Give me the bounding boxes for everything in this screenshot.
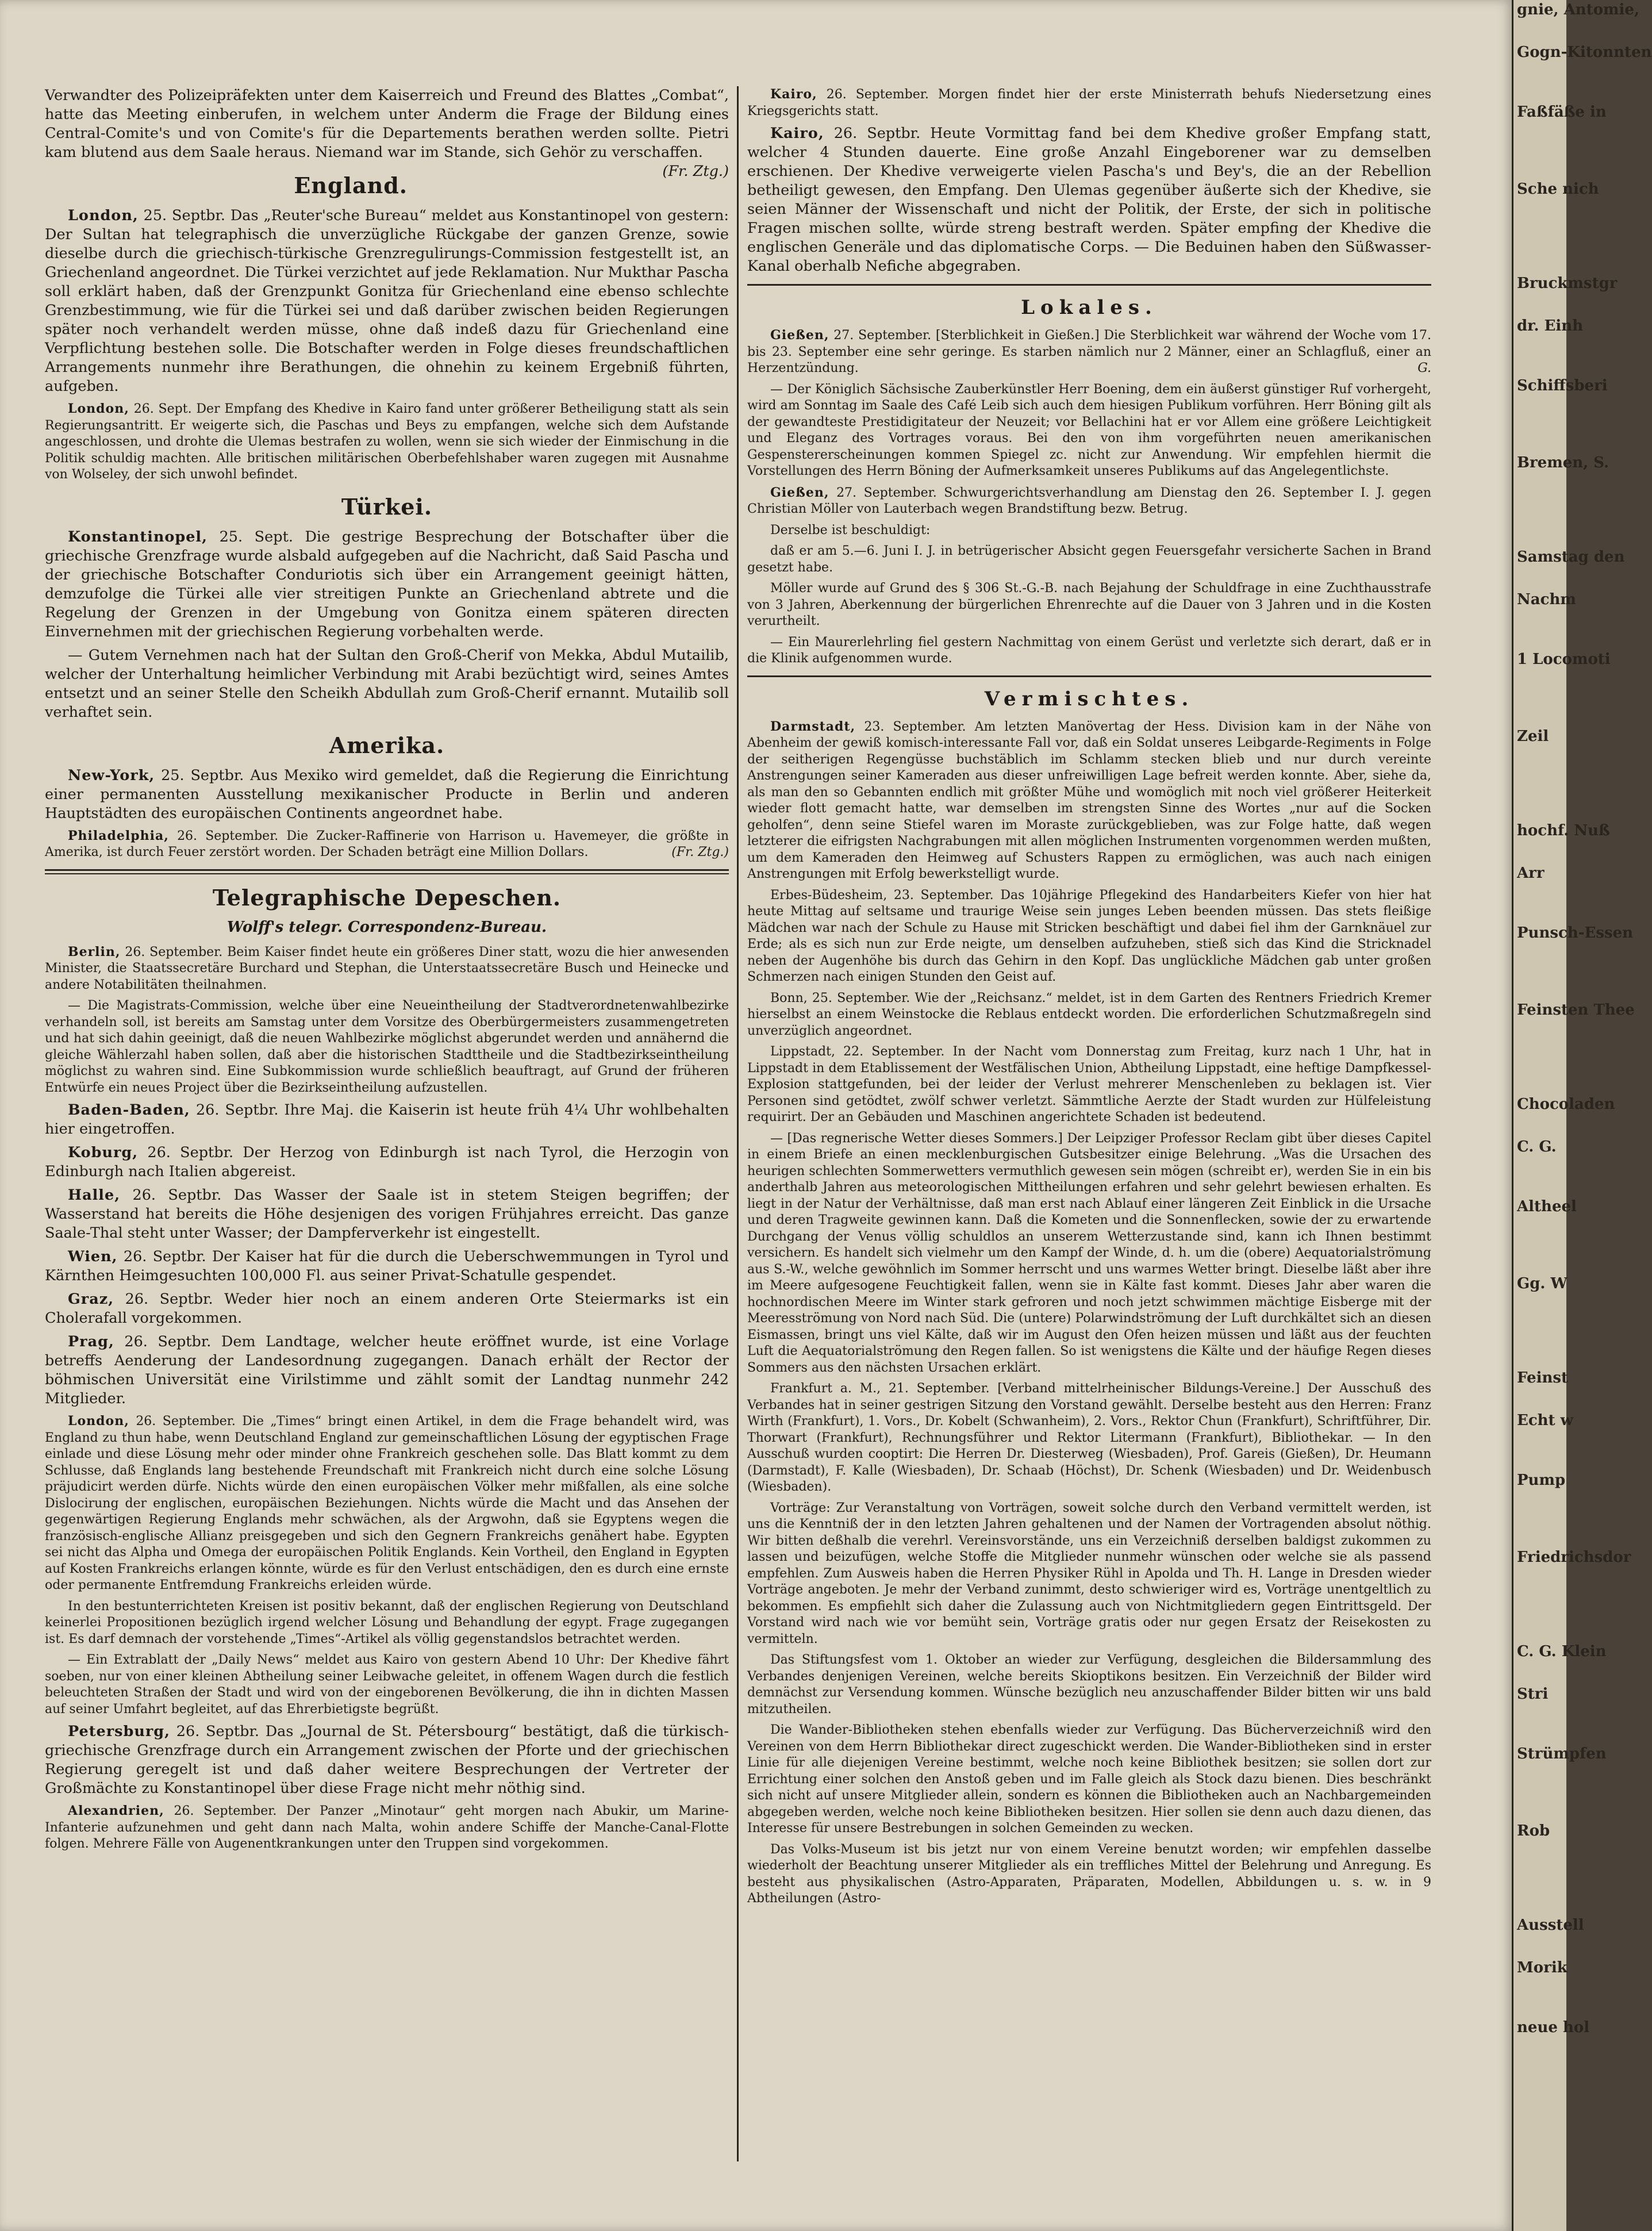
- article-berlin-magistrat: — Die Magistrats-Commission, welche über eine Neueintheilung der Stadtverordnetenwahlbezirke verhandeln soll, ist bereits am Samstag unter dem Vorsitze des Oberbürgermeisters zusammengetreten und hat sich dahin geeinigt, daß die neuen Wahlbezirke möglichst abgerundet werden und annähernd die gleiche Wählerzahl haben sollen, daß aber die historischen Stadttheile und die Stadtbezirkseintheilung möglichst zu wahren sind. Eine Subkommission wurde schließlich beauftragt, auf Grund der früheren Entwürfe ein neues Project über die Bezirkseintheilung aufzustellen.: [45, 999, 729, 1095]
- adjacent-page-fragment: Echt w: [1517, 1412, 1573, 1429]
- adjacent-page-fragment: Feinst: [1517, 1369, 1569, 1387]
- adjacent-page-fragment: dr. Einh: [1517, 317, 1584, 335]
- adjacent-page-fragment: Bremen, S.: [1517, 454, 1609, 471]
- article-mekka: — Gutem Vernehmen nach hat der Sultan den Groß-Cherif von Mekka, Abdul Mutailib, welcher der Unterhaltung heimlicher Verbindung mit Arabi bezüchtigt wird, seines Amtes entsetzt und an seiner Stelle den Scheikh Abdullah zum Groß-Cherif ernannt. Mutailib soll verhaftet sein.: [45, 646, 729, 721]
- adjacent-page-fragment: Punsch-Essen: [1517, 924, 1634, 942]
- article-graz: Graz, 26. Septbr. Weder hier noch an einem anderen Orte Steiermarks ist ein Cholerafall vorgekommen.: [45, 1291, 729, 1327]
- article-london-times: London, 26. September. Die „Times“ bringt einen Artikel, in dem die Frage behandelt wird, was England zu thun habe, wenn Deutschland England zur gemeinschaftlichen Lösung der egyptischen Frage einlade und diese Lösung mehr oder minder ohne Frankreich geschehen solle. Das Blatt kommt zu dem Schlusse, daß Englands lang bestehende Freundschaft mit Frankreich nicht durch eine solche Lösung präjudicirt werden dürfe. Nichts würde den einen europäischen Völker mehr mißfallen, als eine solche Dislocirung der englischen, europäischen Beziehungen. Nichts würde die Macht und das Ansehen der gegenwärtigen Regierung Englands mehr schwächen, als der Argwohn, daß sie Egyptens wegen die französisch-englische Allianz preisgegeben und sich den Gegnern Frankreichs genähert habe. Egypten sei nicht das Alpha und Omega der europäischen Politik Englands. Kein Vortheil, den England in Egypten auf Kosten Frankreichs erlangen könnte, würde es für den Verlust entschädigen, den es durch eine ernste oder permanente Entfremdung Frankreichs erleiden würde.: [45, 1414, 729, 1592]
- adjacent-page-fragment: Feinsten Thee: [1517, 1001, 1635, 1019]
- adjacent-page-fragment: Strümpfen: [1517, 1745, 1607, 1762]
- section-heading-amerika: Amerika.: [329, 732, 445, 758]
- article-volks-museum: Das Volks-Museum ist bis jetzt nur von einem Vereine benutzt worden; wir empfehlen dasselbe wiederholt der Beachtung unserer Mitglieder als ein treffliches Mittel der Belehrung und Anregung. Es besteht aus physikalischen (Astro-Apparaten, Präparaten, Modellen, Abbildungen u. s. w. in 9 Abtheilungen (Astro-: [747, 1842, 1431, 1906]
- article-london-2: London, 26. Sept. Der Empfang des Khedive in Kairo fand unter größerer Betheiligung statt als sein Regierungsantritt. Er weigerte sich, die Paschas und Beys zu empfangen, welche sich dem Aufstande angeschlossen, und drohte die Ulemas bestrafen zu wollen, wenn sie sich wieder der Einmischung in die Politik schuldig machten. Alle britischen militärischen Oberbefehlshaber waren zugegen mit Ausnahme von Wolseley, der sich unwohl befindet.: [45, 401, 729, 482]
- article-london-times-2: In den bestunterrichteten Kreisen ist positiv bekannt, daß der englischen Regierung von Deutschland keinerlei Propositionen bezüglich irgend welcher Lösung und Behandlung der egypt. Frage zugegangen ist. Es darf demnach der vorstehende „Times“-Artikel als völlig gegenstandslos betrachtet werden.: [45, 1599, 729, 1646]
- article-lippstadt: Lippstadt, 22. September. In der Nacht vom Donnerstag zum Freitag, kurz nach 1 Uhr, hat in Lippstadt in dem Etablissement der Westfälischen Union, Abtheilung Lippstadt, eine heftige Dampfkessel-Explosion stattgefunden, bei der leider der Verlust mehrerer Menschenleben zu beklagen ist. Vier Personen sind getödtet, zwölf schwer verletzt. Sämmtliche Aerzte der Stadt wurden zur Hülfeleistung requirirt. Der an Gebäuden und Maschinen angerichtete Schaden ist bedeutend.: [747, 1045, 1431, 1124]
- article-giessen-zauberkuenstler: — Der Königlich Sächsische Zauberkünstler Herr Boening, dem ein äußerst günstiger Ruf vorhergeht, wird am Sonntag im Saale des Café Leib sich auch dem hiesigen Publikum vorführen. Herr Böning gilt als der gewandteste Prestidigitateur der Neuzeit; vor Bellachini hat er vor Allem eine größere Leichtigkeit und Eleganz des Vortrages voraus. Bei den von ihm vorgeführten neuen amerikanischen Gespenstererscheinungen kommen Spiegel zc. nicht zur Anwendung. Wir empfehlen hiermit die Vorstellungen des Herrn Böning der Aufmerksamkeit unseres Publikums auf das Angelegentlichste.: [747, 382, 1431, 478]
- adjacent-page-fragment: Chocoladen: [1517, 1096, 1615, 1113]
- article-koburg: Koburg, 26. Septbr. Der Herzog von Edinburgh ist nach Tyrol, die Herzogin von Edinburgh nach Italien abgereist.: [45, 1144, 729, 1180]
- adjacent-page-fragment: Gogn-Kitonnten: [1517, 44, 1652, 61]
- article-wander-bibliotheken: Die Wander-Bibliotheken stehen ebenfalls wieder zur Verfügung. Das Bücherverzeichniß wird den Vereinen von dem Herrn Bibliothekar direct zugeschickt werden. Die Wander-Bibliotheken sind in erster Linie für alle diejenigen Vereine bestimmt, welche noch keine Bibliothek besitzen; sie sollen dort zur Errichtung einer solchen den Anstoß geben und im Falle gleich als Stock dazu bienen. Dies beschränkt sich nicht auf unsere Mitglieder allein, sondern es können die Bibliotheken auch an Nachbargemeinden abgegeben werden, welche noch keine Bibliotheken besitzen. Hier sollen sie denn auch dazu dienen, das Interesse für unsere Bestrebungen in solchen Gemeinden zu wecken.: [747, 1723, 1431, 1836]
- adjacent-page-fragment: Altheel: [1517, 1198, 1577, 1215]
- article-bonn: Bonn, 25. September. Wie der „Reichsanz.“ meldet, ist in dem Garten des Rentners Friedrich Kremer hierselbst an einem Weinstocke die Reblaus entdeckt worden. Die erforderlichen Schutzmaßregeln sind unverzüglich angeordnet.: [747, 990, 1431, 1038]
- adjacent-page-fragment: Stri: [1517, 1685, 1549, 1703]
- section-heading-vermischtes: Vermischtes.: [984, 687, 1194, 711]
- article-frankfurt: Frankfurt a. M., 21. September. [Verband mittelrheinischer Bildungs-Vereine.] Der Ausschuß des Verbandes hat in seiner gestrigen Sitzung den Vorstand gewählt. Derselbe besteht aus den Herren: Franz Wirth (Frankfurt), 1. Vors., Dr. Kobelt (Schwanheim), 2. Vors., Rektor Chun (Frankfurt), Schriftführer, Dir. Thorwart (Frankfurt), Rechnungsführer und Rektor Litermann (Frankfurt), Bibliothekar. — In den Ausschuß wurden cooptirt: Die Herren Dr. Diesterweg (Wiesbaden), Prof. Gareis (Gießen), Dr. Heumann (Darmstadt), F. Kalle (Wiesbaden), Dr. Schaab (Höchst), Dr. Schenk (Wiesbaden) und Dr. Weidenbusch (Wiesbaden).: [747, 1381, 1431, 1494]
- adjacent-page-fragment: Pump: [1517, 1472, 1566, 1489]
- divider: [747, 284, 1431, 286]
- section-heading-telegraphische-depeschen: Telegraphische Depeschen.: [212, 884, 562, 911]
- adjacent-page-fragment: Arr: [1517, 865, 1545, 882]
- adjacent-page-fragment: neue hol: [1517, 2019, 1590, 2036]
- adjacent-page-fragment: Faßfäße in: [1517, 103, 1607, 121]
- divider: [45, 869, 729, 874]
- adjacent-page-fragment: Bruckmstgr: [1517, 275, 1618, 292]
- adjacent-page-fragment: Schiffsberi: [1517, 377, 1608, 394]
- adjacent-page-fragment: Gg. W: [1517, 1275, 1568, 1292]
- article-giessen-urteil: Möller wurde auf Grund des § 306 St.-G.-B. nach Bejahung der Schuldfrage in eine Zuchthausstrafe von 3 Jahren, Aberkennung der bürgerlichen Ehrenrechte auf die Dauer von 3 Jahren und in die Kosten verurtheilt.: [747, 581, 1431, 628]
- article-kairo-2: Kairo, 26. Septbr. Heute Vormittag fand bei dem Khedive großer Empfang statt, welcher 4 Stunden dauerte. Eine große Anzahl Eingeborener war zu demselben erschienen. Der Khedive verweigerte vielen Pascha's und Bey's, die an der Rebellion betheiligt gewesen, den Empfang. Den Ulemas gegenüber äußerte sich der Khedive, sie seien Männer der Wissenschaft und nicht der Politik, der Erste, der sich in politische Fragen mischen sollte, würde streng bestraft werden. Später empfing der Khedive die englischen Generäle und das diplomatische Corps. — Die Beduinen haben den Süßwasser-Kanal oberhalb Nefiche abgegraben.: [747, 125, 1431, 275]
- adjacent-page-fragment: hochf. Nuß: [1517, 822, 1610, 839]
- article-konstantinopel: Konstantinopel, 25. Sept. Die gestrige Besprechung der Botschafter über die griechische Grenzfrage wurde alsbald aufgegeben auf die Nachricht, daß Said Pascha und der griechische Botschafter Conduriotis sich über ein Arrangement geeinigt hätten, demzufolge die Türkei alle vier streitigen Punkte an Griechenland abtrete und die Regelung der Grenzen in der Umgebung von Gonitza einem späteren directen Einvernehmen mit der griechischen Regierung vorbehalten werde.: [45, 528, 729, 640]
- article-philadelphia: Philadelphia, 26. September. Die Zucker-Raffinerie von Harrison u. Havemeyer, die größte in Amerika, ist durch Feuer zerstört worden. Der Schaden beträgt eine Million Dollars. (Fr. Ztg.): [45, 828, 729, 859]
- article-kairo-1: Kairo, 26. September. Morgen findet hier der erste Ministerrath behufs Niedersetzung eines Kriegsgerichts statt.: [747, 87, 1431, 118]
- article-giessen-schwurgericht: Gießen, 27. September. Schwurgerichtsverhandlung am Dienstag den 26. September I. J. gegen Christian Möller von Lauterbach wegen Brandstiftung bezw. Betrug.: [747, 485, 1431, 516]
- article-giessen-beschuldigt: Derselbe ist beschuldigt:: [770, 523, 931, 537]
- intro-paragraph: Verwandter des Polizeipräfekten unter dem Kaiserreich und Freund des Blattes „Combat“, hatte das Meeting einberufen, in welchem unter Anderm die Frage der Bildung eines Central-Comite's und von Comite's für die Departements berathen werden sollte. Pietri kam blutend aus dem Saale heraus. Niemand war im Stande, sich Gehör zu verschaffen. (Fr. Ztg.): [45, 87, 729, 180]
- left-column: [45, 86, 729, 1857]
- divider: [747, 675, 1431, 677]
- adjacent-page-fragment: Ausstell: [1517, 1917, 1584, 1934]
- article-petersburg: Petersburg, 26. Septbr. Das „Journal de St. Pétersbourg“ bestätigt, daß die türkisch-griechische Grenzfrage durch ein Arrangement zwischen der Pforte und der griechischen Regierung geregelt ist und daß daher weitere Besprechungen der Vertreter der Großmächte zu Konstantinopel über diese Frage nicht mehr nöthig sind.: [45, 1723, 729, 1797]
- section-subheading-wolff: Wolff's telegr. Correspondenz-Bureau.: [226, 918, 547, 936]
- adjacent-page-fragment: gnie, Antomie,: [1517, 1, 1640, 18]
- section-heading-lokales: Lokales.: [1021, 296, 1158, 319]
- adjacent-page-fragment: Nachm: [1517, 591, 1576, 608]
- article-giessen-anklage: daß er am 5.—6. Juni I. J. in betrügerischer Absicht gegen Feuersgefahr versicherte Sachen in Brand gesetzt habe.: [747, 544, 1431, 575]
- article-berlin: Berlin, 26. September. Beim Kaiser findet heute ein größeres Diner statt, wozu die hier anwesenden Minister, die Staatssecretäre Burchard und Stephan, die Unterstaatssecretäre Busch und Heinecke und andere Notabilitäten theilnahmen.: [45, 944, 729, 992]
- article-erbes-buedesheim: Erbes-Büdesheim, 23. September. Das 10jährige Pflegekind des Handarbeiters Kiefer von hier hat heute Mittag auf seltsame und traurige Weise sein junges Leben beenden müssen. Das stets fleißige Mädchen war nach der Schule zu Hause mit Stricken beschäftigt und dabei fiel ihm der Garnknäuel zur Erde; als es sich nun zur Erde neigte, um denselben aufzuheben, stieß sich das Kind die Stricknadel neben der Augenhöhe bis durch das Gehirn in den Kopf. Das unglückliche Mädchen gab unter großen Schmerzen nach einigen Stunden den Geist auf.: [747, 888, 1431, 984]
- article-alexandrien: Alexandrien, 26. September. Der Panzer „Minotaur“ geht morgen nach Abukir, um Marine-Infanterie aufzunehmen und geht dann nach Malta, wohin andere Schiffe der Manche-Canal-Flotte folgen. Mehrere Fälle von Augenentkrankungen unter den Truppen sind vorgekommen.: [45, 1803, 729, 1851]
- adjacent-page-fragment: Rob: [1517, 1822, 1550, 1840]
- adjacent-page-fragment: Sche nich: [1517, 181, 1599, 198]
- column-divider: [737, 86, 739, 2161]
- article-bildersammlung: Das Stiftungsfest vom 1. Oktober an wieder zur Verfügung, desgleichen die Bildersammlung des Verbandes denjenigen Vereinen, welche bereits Skioptikons besitzen. Ein Verzeichniß der Bilder wird demnächst zur Versendung kommen. Wünsche bezüglich neu anzuschaffender Bilder bitten wir uns bald mitzutheilen.: [747, 1653, 1431, 1717]
- section-heading-turkei: Türkei.: [341, 493, 433, 520]
- article-darmstadt: Darmstadt, 23. September. Am letzten Manövertag der Hess. Division kam in der Nähe von Abenheim der gewiß komisch-interessante Fall vor, daß ein Soldat unseres Leibgarde-Regiments in Folge der seitherigen Regengüsse buchstäblich im Schlamm stecken blieb und nur durch vereinte Anstrengungen seiner Kameraden aus dieser unfreiwilligen Lage befreit werden konnte. Aber, siehe da, als man den so Gebannten endlich mit größter Mühe und womöglich mit noch viel größerer Heiterkeit wieder flott gemacht hatte, war demselben im strengsten Sinne des Wortes „nur auf die Socken geholfen“, denn seine Stiefel waren im Moraste zurückgeblieben, was zur Folge hatte, daß wegen letzterer die eifrigsten Nachgrabungen mit allen möglichen Instrumenten vorgenommen werden mußten, um dem Kameraden den Heimweg auf Schusters Rappen zu ermöglichen, was auch nach einigen Anstrengungen mit Erfolg bewerkstelligt wurde.: [747, 719, 1431, 881]
- article-daily-news: — Ein Extrablatt der „Daily News“ meldet aus Kairo von gestern Abend 10 Uhr: Der Khedive fährt soeben, nur von einer kleinen Abtheilung seiner Leibwache geleitet, in offenem Wagen durch die festlich beleuchteten Straßen der Stadt und wird von der eingeborenen Bevölkerung, die ihn in dichten Massen auf seiner Umfahrt begleitet, auf das Ehrerbietigste begrüßt.: [45, 1653, 729, 1717]
- article-prag: Prag, 26. Septbr. Dem Landtage, welcher heute eröffnet wurde, ist eine Vorlage betreffs Aenderung der Landesordnung zugegangen. Danach erhält der Rector der böhmischen Universität eine Virilstimme und zählt somit der Landtag nunmehr 242 Mitglieder.: [45, 1333, 729, 1407]
- adjacent-page-fragment: 1 Locomoti: [1517, 651, 1611, 668]
- adjacent-page-fragment: C. G. Klein: [1517, 1643, 1607, 1660]
- section-heading-england: England.: [294, 172, 408, 198]
- adjacent-page-fragment: Zeil: [1517, 728, 1549, 745]
- article-giessen-1: Gießen, 27. September. [Sterblichkeit in Gießen.] Die Sterblichkeit war während der Woche vom 17. bis 23. September eine sehr geringe. Es starben nämlich nur 2 Männer, einer an Schlagfluß, einer an Herzentzündung. G.: [747, 328, 1431, 375]
- adjacent-page-fragment: Friedrichsdor: [1517, 1549, 1631, 1566]
- article-halle: Halle, 26. Septbr. Das Wasser der Saale ist in stetem Steigen begriffen; der Wasserstand hat bereits die Höhe desjenigen des vorigen Frühjahres erreicht. Das ganze Saale-Thal steht unter Wasser; der Dampferverkehr ist eingestellt.: [45, 1186, 729, 1242]
- article-vortraege: Vorträge: Zur Veranstaltung von Vorträgen, soweit solche durch den Verband vermittelt werden, ist uns die Kenntniß der in den letzten Jahren gehaltenen und der Namen der Vortragenden absolut nöthig. Wir bitten deßhalb die verehrl. Vereinsvorstände, uns ein Verzeichniß derselben baldigst zukommen zu lassen und beizufügen, welche Stoffe die Mitglieder nunmehr wünschen oder welche sie als passend empfehlen. Zum Ausweis haben die Herren Physiker Rühl in Apolda und Th. H. Lange in Dresden wieder Vorträge angeboten. Je mehr der Verband zunimmt, desto schwieriger wird es, Vorträge unentgeltlich zu bekommen. Es empfiehlt sich daher die Zulassung auch von Nichtmitgliedern gegen Eintrittsgeld. Der Vorstand wird nach wie vor bemüht sein, Vorträge gratis oder nur gegen Ersatz der Reisekosten zu vermitteln.: [747, 1500, 1431, 1646]
- article-baden-baden: Baden-Baden, 26. Septbr. Ihre Maj. die Kaiserin ist heute früh 4¼ Uhr wohlbehalten hier eingetroffen.: [45, 1101, 729, 1138]
- article-new-york: New-York, 25. Septbr. Aus Mexiko wird gemeldet, daß die Regierung die Einrichtung einer permanenten Ausstellung mexikanischer Producte in Berlin und anderen Hauptstädten des europäischen Continents angeordnet habe.: [45, 766, 729, 822]
- adjacent-page-fragment: Morik: [1517, 1959, 1568, 1976]
- article-london-1: London, 25. Septbr. Das „Reuter'sche Bureau“ meldet aus Konstantinopel von gestern: Der Sultan hat telegraphisch die unverzügliche Rückgabe der ganzen Grenze, sowie dieselbe durch die griechisch-türkische Grenzregulirungs-Commission festgestellt ist, an Griechenland angeordnet. Die Türkei verzichtet auf jede Reklamation. Nur Mukthar Pascha soll erklärt haben, daß der Grenzpunkt Gonitza für Griechenland eine ebenso schlechte Grenzbestimmung, wie für die Türkei sei und daß darüber zwischen beiden Regierungen später noch verhandelt werden müsse, ohne daß indeß dazu für Griechenland eine Verpflichtung bestehen solle. Die Botschafter werden in Folge dieses freundschaftlichen Arrangements nunmehr ihre Berathungen, die ohnehin zu keinem Ergebniß führten, aufgeben.: [45, 207, 729, 395]
- adjacent-page-fragment: C. G.: [1517, 1138, 1557, 1155]
- right-column: [747, 86, 1431, 1912]
- article-giessen-maurer: — Ein Maurerlehrling fiel gestern Nachmittag von einem Gerüst und verletzte sich derart, daß er in die Klinik aufgenommen wurde.: [747, 635, 1431, 666]
- adjacent-page-fragment: Samstag den: [1517, 548, 1625, 566]
- adjacent-page-edge: [1512, 0, 1652, 2231]
- article-wetter: — [Das regnerische Wetter dieses Sommers.] Der Leipziger Professor Reclam gibt über dieses Capitel in einem Briefe an einen mecklenburgischen Gutsbesitzer einige Belehrung. „Was die Ursachen des heurigen schlechten Sommerwetters vermuthlich gewesen sein mögen (schreibt er), werden Sie in ein bis anderthalb Jahren aus meteorologischen Mittheilungen erfahren und sehr gelehrt bewiesen erhalten. Es liegt in der Natur der Verhältnisse, daß man erst nach Ablauf einer längeren Zeit Einblick in die Ursache und deren Tragweite gewinnen kann. Daß die Kometen und die Sonnenflecken, sowie der zu erwartende Durchgang der Venus völlig schuldlos an unserem Wetterzustande sind, kann ich Ihnen bestimmt versichern. Es handelt sich vielmehr um den Kampf der Winde, d. h. um die (obere) Aequatorialströmung aus S.-W., welche gewöhnlich im Sommer herrscht und uns warmes Wetter bringt. Dieselbe läßt aber ihre im Meere aufgesogene Feuchtigkeit fallen, wenn sie in Kälte fast kommt. Dieses Jahr aber waren die hochnordischen Meere im Winter stark gefroren und noch jetzt schwimmen mächtige Eisberge mit der Meeresströmung von Nord nach Süd. Die (untere) Polarwindströmung der Luft durchkältet sich an diesen Eismassen, bringt uns viel Kälte, daß wir im August den Ofen heizen müssen und läßt aus der feuchten Luft die Aequatorialströmung den Regen fallen. So ist wenigstens die Kälte und der häufige Regen dieses Sommers aus den nächsten Ursachen erklärt.: [747, 1131, 1431, 1375]
- article-wien: Wien, 26. Septbr. Der Kaiser hat für die durch die Ueberschwemmungen in Tyrol und Kärnthen Heimgesuchten 100,000 Fl. aus seiner Privat-Schatulle gespendet.: [45, 1248, 729, 1284]
